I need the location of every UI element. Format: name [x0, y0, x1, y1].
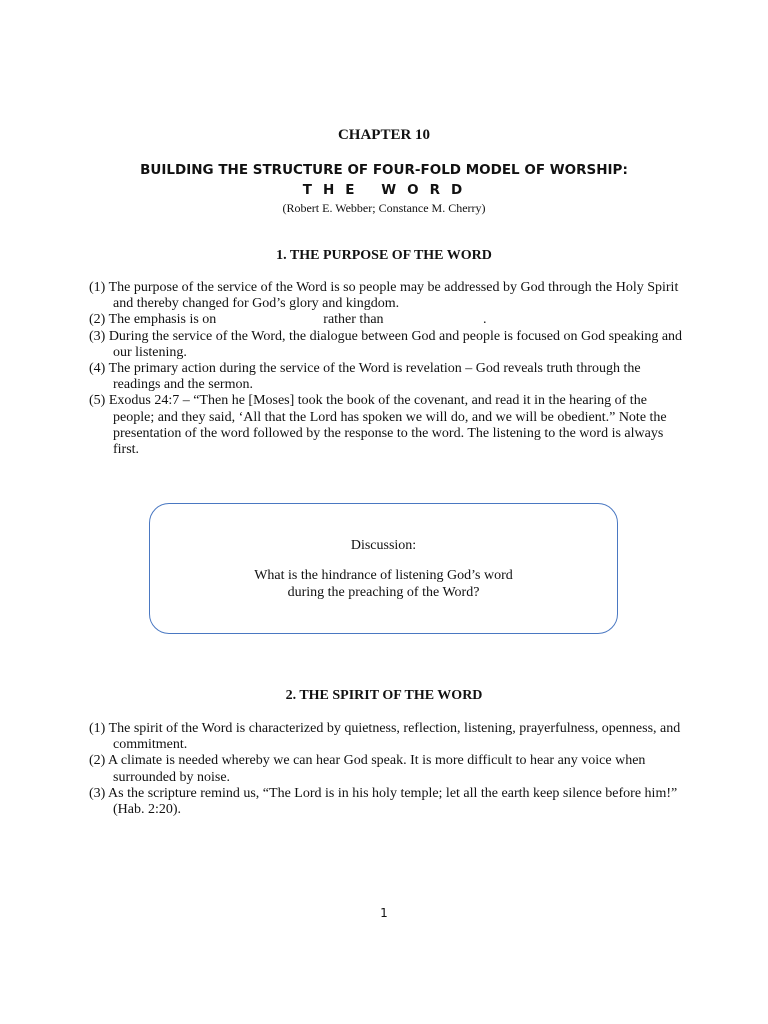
- list-item: (5) Exodus 24:7 – “Then he [Moses] took the book of the covenant, and read it in the hearing of the people; and they said, ‘All that the Lord has spoken we will do, and we will be obedient.” Note the presentation of the word followed by the response to the word. The listening to the word is always first.: [89, 393, 667, 458]
- discussion-question: [150, 568, 617, 601]
- list-item: (2) A climate is needed whereby we can hear God speak. It is more difficult to hear any voice when surrounded by noise.: [89, 753, 646, 785]
- list-item: (3) During the service of the Word, the dialogue between God and people is focused on God speaking and our listening.: [89, 328, 683, 360]
- document-title: BUILDING THE STRUCTURE OF FOUR-FOLD MODEL OF WORSHIP:: [140, 162, 628, 178]
- emphasis-text-after: .: [483, 312, 487, 328]
- section-1-heading: 1. THE PURPOSE OF THE WORD: [276, 248, 492, 263]
- emphasis-text-before: (2) The emphasis is on: [89, 312, 217, 328]
- discussion-label: Discussion:: [350, 538, 417, 553]
- section-2-heading: 2. THE SPIRIT OF THE WORD: [285, 688, 483, 703]
- discussion-question-line: during the preaching of the Word?: [287, 584, 480, 600]
- discussion-question-line: What is the hindrance of listening God’s word: [254, 568, 513, 583]
- document-subtitle: THE WORD: [302, 182, 474, 198]
- list-item: [89, 312, 689, 328]
- list-item: (3) As the scripture remind us, “The Lord is in his holy temple; let all the earth keep silence before him!” (Hab. 2:20).: [89, 785, 678, 818]
- list-item: (4) The primary action during the service of the Word is revelation – God reveals truth through the readings and the sermon.: [89, 361, 641, 393]
- discussion-box: [149, 503, 618, 634]
- list-item: (1) The spirit of the Word is characterized by quietness, reflection, listening, prayerfulness, openness, and commitment.: [89, 721, 681, 753]
- section-1-list: [89, 280, 689, 458]
- emphasis-text-middle: rather than: [323, 312, 384, 328]
- page-number: 1: [380, 906, 388, 920]
- section-2-list: [89, 721, 689, 818]
- authors-line: (Robert E. Webber; Constance M. Cherry): [282, 201, 486, 215]
- chapter-heading: CHAPTER 10: [337, 127, 431, 143]
- list-item: (1) The purpose of the service of the Word is so people may be addressed by God through the Holy Spirit and thereby changed for God’s glory and kingdom.: [89, 280, 679, 312]
